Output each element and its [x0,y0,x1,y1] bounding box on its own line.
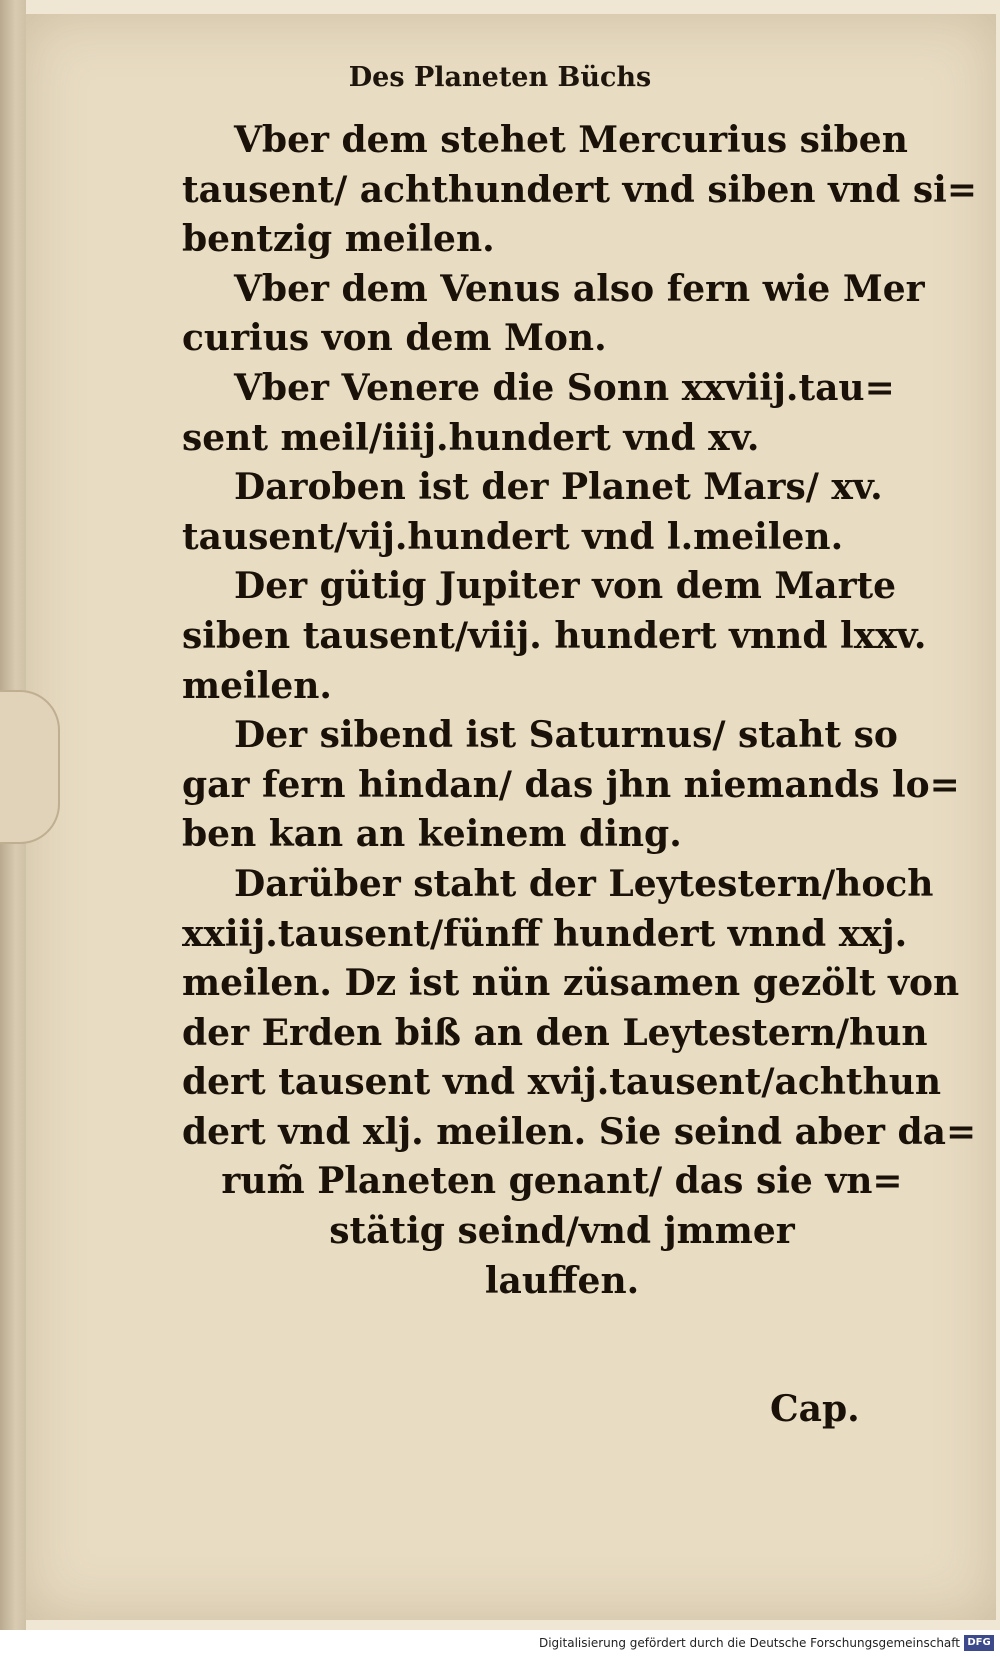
page-tab-fold [0,690,60,844]
text-line: lauffen. [484,1259,640,1302]
text-line: tausent/vij.hundert vnd l.meilen. [182,515,844,558]
text-line: xxiij.tausent/fünff hundert vnnd xxj. [182,912,908,955]
text-line: Vber Venere die Sonn xxviij.tau= [234,366,895,409]
text-line: rum̃ Planeten genant/ das sie vn= [221,1160,903,1203]
text-line: stätig seind/vnd jmmer [329,1210,795,1253]
catchword: Cap. [770,1388,860,1430]
text-line: Vber dem stehet Mercurius siben [234,119,908,161]
dfg-logo: DFG [964,1635,994,1651]
text-line: ben kan an keinem ding. [182,813,682,856]
text-line: tausent/ achthundert vnd siben vnd si= [182,168,977,211]
text-line: der Erden biß an den Leytestern/hun [182,1011,928,1054]
text-line: Vber dem Venus also fern wie Mer [234,267,925,310]
text-line: Der gütig Jupiter von dem Marte [234,565,897,608]
text-line: gar fern hindan/ das jhn niemands lo= [182,763,960,806]
funding-credit: Digitalisierung gefördert durch die Deutsche Forschungsgemeinschaft [538,1636,960,1650]
text-line: dert tausent vnd xvij.tausent/achthun [182,1061,942,1104]
running-header: Des Planeten Büchs [348,62,652,93]
text-line: Daroben ist der Planet Mars/ xv. [234,466,883,509]
text-line: bentzig meilen. [182,218,495,261]
text-line: meilen. Dz ist nün züsamen gezölt von [182,962,960,1005]
text-line: sent meil/iiij.hundert vnd xv. [182,416,760,459]
footer-bar [0,1630,1000,1657]
text-line: siben tausent/viij. hundert vnnd lxxv. [182,614,927,657]
text-line: dert vnd xlj. meilen. Sie seind aber da= [182,1110,977,1153]
text-line: curius von dem Mon. [182,317,607,360]
text-line: Der sibend ist Saturnus/ staht so [234,714,898,757]
text-line: meilen. [182,664,332,707]
body-text [182,116,977,1306]
text-line: Darüber staht der Leytestern/hoch [234,862,934,905]
